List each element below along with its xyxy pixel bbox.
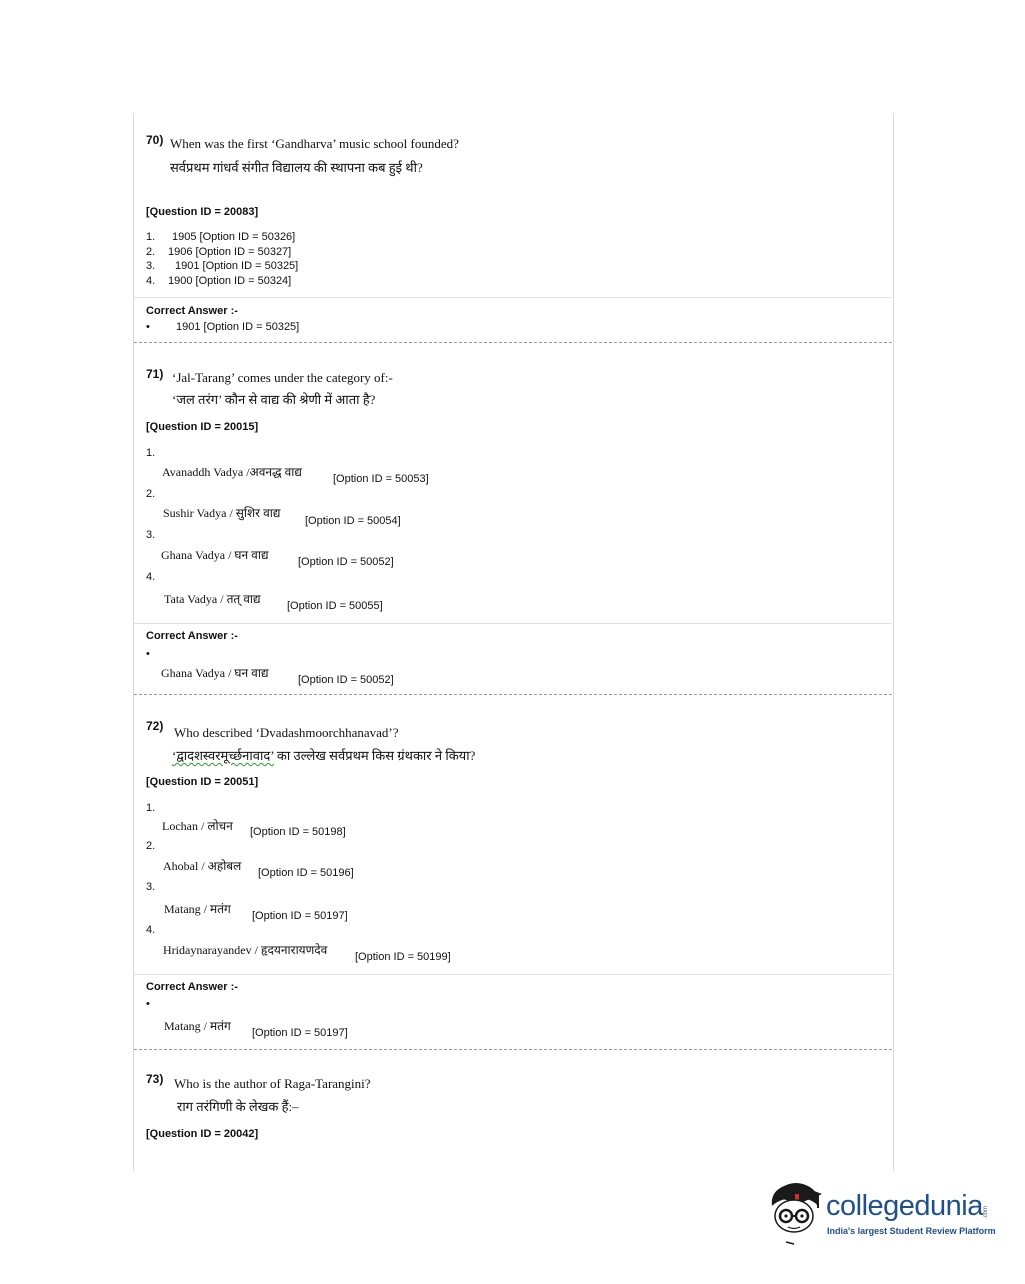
question-id: [Question ID = 20083]	[146, 206, 259, 218]
spellcheck-underlined-term: ‘द्वादशस्वरमूर्च्छनावाद’	[172, 748, 275, 763]
bullet: •	[146, 321, 150, 333]
option-number: 4.	[146, 924, 156, 936]
option-label: Sushir Vadya / सुशिर वाद्य	[163, 506, 281, 520]
option-number: 2.	[146, 488, 156, 500]
option-label: Hridaynarayandev / हृदयनारायणदेव	[163, 943, 328, 957]
question-text-hindi: ‘जल तरंग’ कौन से वाद्य की श्रेणी में आता है?	[172, 392, 376, 407]
question-separator	[134, 1049, 892, 1050]
option-label: Avanaddh Vadya /अवनद्ध वाद्य	[162, 465, 302, 479]
option-number: 4.	[146, 571, 156, 583]
question-number: 71)	[146, 367, 164, 381]
correct-option-id: [Option ID = 50052]	[298, 674, 394, 686]
option-number: 1.	[146, 802, 156, 814]
option-id: [Option ID = 50052]	[298, 556, 394, 568]
option-number: 3.	[146, 881, 156, 893]
question-number: 70)	[146, 133, 164, 147]
mascot-icon	[766, 1176, 826, 1248]
question-text-hindi: राग तरंगिणी के लेखक हैं:–	[177, 1099, 299, 1114]
divider	[134, 974, 892, 975]
option-id: [Option ID = 50197]	[252, 910, 348, 922]
option-id: [Option ID = 50055]	[287, 600, 383, 612]
brand-name: collegedunia	[826, 1190, 983, 1222]
option-label: Ahobal / अहोबल	[163, 859, 242, 873]
correct-option-id: [Option ID = 50197]	[252, 1027, 348, 1039]
bullet: •	[146, 998, 150, 1010]
correct-answer-label: Correct Answer :-	[146, 305, 238, 317]
option-text: 1901 [Option ID = 50325]	[175, 260, 299, 272]
option-label: Lochan / लोचन	[162, 819, 233, 833]
option-label: Ghana Vadya / घन वाद्य	[161, 548, 269, 562]
option-number: 2.	[146, 246, 156, 258]
correct-option-label: Ghana Vadya / घन वाद्य	[161, 666, 269, 680]
correct-option-label: Matang / मतंग	[164, 1019, 231, 1033]
option-id: [Option ID = 50053]	[333, 473, 429, 485]
question-text: ‘Jal-Tarang’ comes under the category of:-	[172, 370, 393, 385]
question-text: Who described ‘Dvadashmoorchhanavad’?	[174, 725, 399, 740]
option-id: [Option ID = 50054]	[305, 515, 401, 527]
question-separator	[134, 342, 892, 343]
question-id: [Question ID = 20051]	[146, 776, 259, 788]
option-number: 2.	[146, 840, 156, 852]
correct-answer-label: Correct Answer :-	[146, 981, 238, 993]
option-text: 1906 [Option ID = 50327]	[168, 246, 292, 258]
collegedunia-logo	[766, 1176, 998, 1248]
question-separator	[134, 694, 892, 695]
brand-tagline: India's largest Student Review Platform	[827, 1226, 996, 1236]
option-number: 3.	[146, 529, 156, 541]
correct-answer-label: Correct Answer :-	[146, 630, 238, 642]
question-id: [Question ID = 20042]	[146, 1128, 259, 1140]
question-text: Who is the author of Raga-Tarangini?	[174, 1076, 371, 1091]
option-id: [Option ID = 50196]	[258, 867, 354, 879]
brand-suffix: .com	[983, 1206, 989, 1220]
option-number: 1.	[146, 447, 156, 459]
question-number: 73)	[146, 1072, 164, 1086]
question-text-hindi-rest: का उल्लेख सर्वप्रथम किस ग्रंथकार ने किया?	[274, 748, 476, 763]
divider	[134, 297, 892, 298]
bullet: •	[146, 648, 150, 660]
divider	[134, 623, 892, 624]
question-text: When was the first ‘Gandharva’ music school founded?	[170, 136, 459, 151]
correct-answer-text: 1901 [Option ID = 50325]	[176, 321, 300, 333]
option-number: 4.	[146, 275, 156, 287]
option-number: 1.	[146, 231, 156, 243]
option-text: 1905 [Option ID = 50326]	[172, 231, 296, 243]
option-number: 3.	[146, 260, 156, 272]
question-text-hindi: सर्वप्रथम गांधर्व संगीत विद्यालय की स्थापना कब हुई थी?	[170, 160, 423, 175]
option-id: [Option ID = 50199]	[355, 951, 451, 963]
option-label: Matang / मतंग	[164, 902, 231, 916]
question-id: [Question ID = 20015]	[146, 421, 259, 433]
question-number: 72)	[146, 719, 164, 733]
option-id: [Option ID = 50198]	[250, 826, 346, 838]
question-text-hindi	[172, 746, 475, 764]
option-text: 1900 [Option ID = 50324]	[168, 275, 292, 287]
option-label: Tata Vadya / तत् वाद्य	[164, 592, 261, 606]
